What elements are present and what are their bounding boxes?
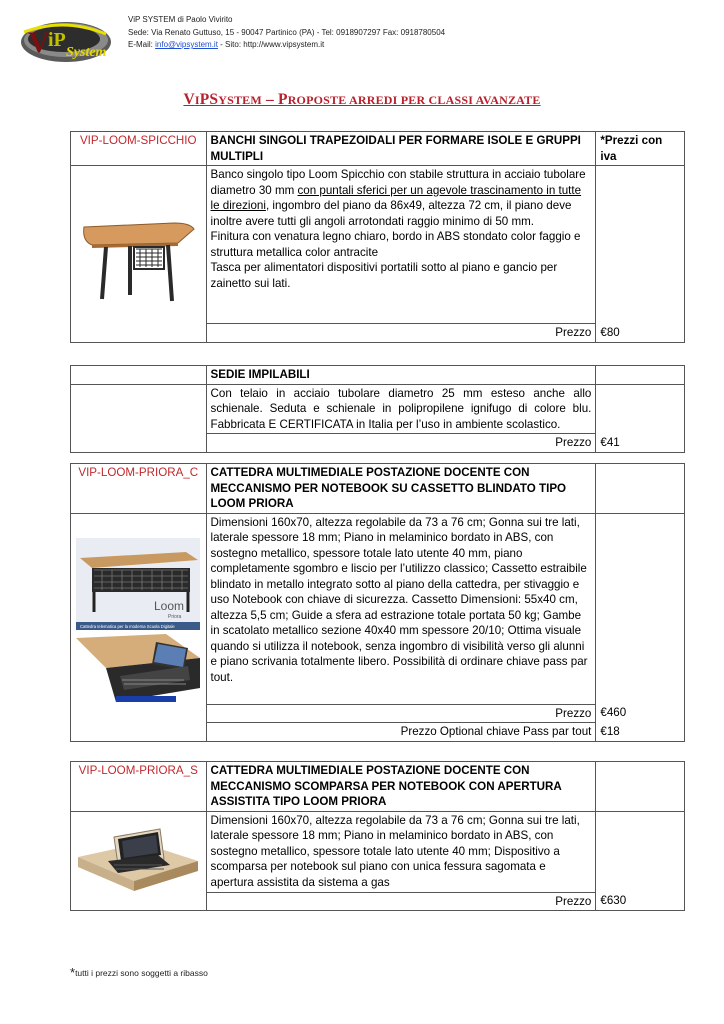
price-value: €630 [596,892,685,911]
desk-image [78,197,198,307]
empty-cell [596,366,685,385]
title-part: ROPOSTE ARREDI PER CLASSI AVANZATE [287,93,541,107]
cattedra-images [76,538,200,712]
price-label: Prezzo [206,892,596,911]
product-code: VIP-LOOM-PRIORA_S [71,762,207,812]
product-image-cell [71,811,207,911]
product-heading: BANCHI SINGOLI TRAPEZOIDALI PER FORMARE ISOLE E GRUPPI MULTIPLI [206,132,596,166]
company-info [128,14,445,52]
empty-cell [71,384,207,452]
logo-system: System [66,45,107,60]
product-code: VIP-LOOM-SPICCHIO [71,132,207,166]
loom-logo-sub: Priora [168,613,182,620]
desc-underlined: con puntali sferici per un agevole trascinamento in tutte le direzioni [210,183,582,212]
price-value: €80 [596,324,685,343]
price-note: *Prezzi con iva [596,132,685,166]
loom-logo: Loom [154,598,185,613]
desc-text: Tasca per alimentatori dispositivi portatili sotto al piano e gancio per zainetto sui lati. [210,261,558,290]
desc-text: Finitura con venatura legno chiaro, bordo in ABS stondato color faggio e struttura metallica color antracite [210,230,581,259]
product-table-priora-c [70,463,685,742]
empty-cell [596,384,685,434]
title-part: PS [199,91,219,108]
company-name: ViP SYSTEM di Paolo Vivirito [128,15,233,24]
footer-note [70,965,208,980]
product-description: Con telaio in acciaio tubolare diametro 25 mm esteso anche allo schienale. Seduta e schienale in polipropilene ignifugo di colore blu. Fabbricata E CERTIFICATA in Italia per l’uso in ambiente scolastico. [206,384,596,434]
product-description [206,166,596,324]
product-heading: CATTEDRA MULTIMEDIALE POSTAZIONE DOCENTE CON MECCANISMO PER NOTEBOOK SU CASSETTO BLINDATO TIPO LOOM PRIORA [206,464,596,514]
product-image-cell [71,513,207,741]
email-label: E-Mail: [128,40,153,49]
title-part: YSTEM [218,93,262,107]
empty-cell [596,762,685,812]
footnote-text: tutti i prezzi sono soggetti a ribasso [75,968,208,978]
company-address: Sede: Via Renato Guttuso, 15 - 90047 Partinico (PA) - Tel: 0918907297 Fax: 0918780504 [128,27,446,37]
site-text: - Sito: http://www.vipsystem.it [220,40,325,49]
product-code [71,366,207,385]
product-description: Dimensioni 160x70, altezza regolabile da 73 a 76 cm; Gonna sui tre lati, laterale spessore 18 mm; Piano in melaminico bordato in ABS, con sostegno metallico, spessore totale lato utente 40 mm; Dispositivo a scomparsa per notebook sul piano con unica fessura sagomata e apertura assistita da sistema a gas [206,811,596,892]
price-label: Prezzo [206,324,596,343]
optional-price-value: €18 [596,723,685,742]
product-image-cell [71,166,207,343]
empty-cell [596,166,685,324]
product-heading: SEDIE IMPILABILI [206,366,596,385]
letterhead [14,10,714,70]
page-title [0,91,724,109]
notebook-desk-image [78,817,198,901]
title-part: V [183,91,195,108]
title-part: – P [261,91,288,108]
empty-cell [596,464,685,514]
price-label: Prezzo [206,434,596,453]
price-label: Prezzo [206,704,596,723]
product-heading: CATTEDRA MULTIMEDIALE POSTAZIONE DOCENTE CON MECCANISMO SCOMPARSA PER NOTEBOOK CON APERTURA ASSISTITA TIPO LOOM PRIORA [206,762,596,812]
desc-text: , ingombro del piano da 86x49, altezza 72 cm, il piano deve inoltre avere tutti gli angoli arrotondati raggio minimo di 50 mm. [210,199,572,228]
desc-text: Banco singolo tipo Loom Spicchio con stabile struttura in acciaio tubolare diametro 30 mm [210,168,586,197]
product-code: VIP-LOOM-PRIORA_C [71,464,207,514]
email-link[interactable]: info@vipsystem.it [155,40,218,49]
company-logo [14,12,112,66]
product-table-sedie [70,365,685,453]
product-description: Dimensioni 160x70, altezza regolabile da 73 a 76 cm; Gonna sui tre lati, laterale spessore 18 mm; Piano in melaminico bordato in ABS, con sostegno metallico, spessore totale lato utente 40 mm, piano completamente sgombro e liscio per l’utilizzo classico; Cassetto estraibile blindato in metallo integrato sotto al piano della cattedra, per stivaggio e uso Notebook con chiave di sicurezza. Cassetto Dimensioni: 55x40 cm, altezza 5,5 cm; Guide a sfera ad estrazione totale portata 50 kg; Gambe in scatolato metallico sezione 40x40 mm spessore 20/10; Ottima visuale quando si utilizza il notebook, senza ingombro di visibilità verso gli alunni e piano scrivania totalmente libero. Possibilità di ordinare chiave pass par tout. [206,513,596,704]
empty-cell [596,811,685,892]
footnote-star: * [70,965,76,980]
product-table-priora-s [70,761,685,911]
logo-letters-ip: iP [48,29,66,51]
price-value: €460 [596,704,685,723]
optional-price-label: Prezzo Optional chiave Pass par tout [206,723,596,742]
image-caption: Cattedra telematica per la moderna Scuola Digitale [80,623,175,629]
company-contacts [128,39,445,52]
price-value: €41 [596,434,685,453]
logo-letter-v: V [28,26,50,59]
empty-cell [596,513,685,704]
title-part: I [194,93,200,107]
product-table-spicchio [70,131,685,343]
